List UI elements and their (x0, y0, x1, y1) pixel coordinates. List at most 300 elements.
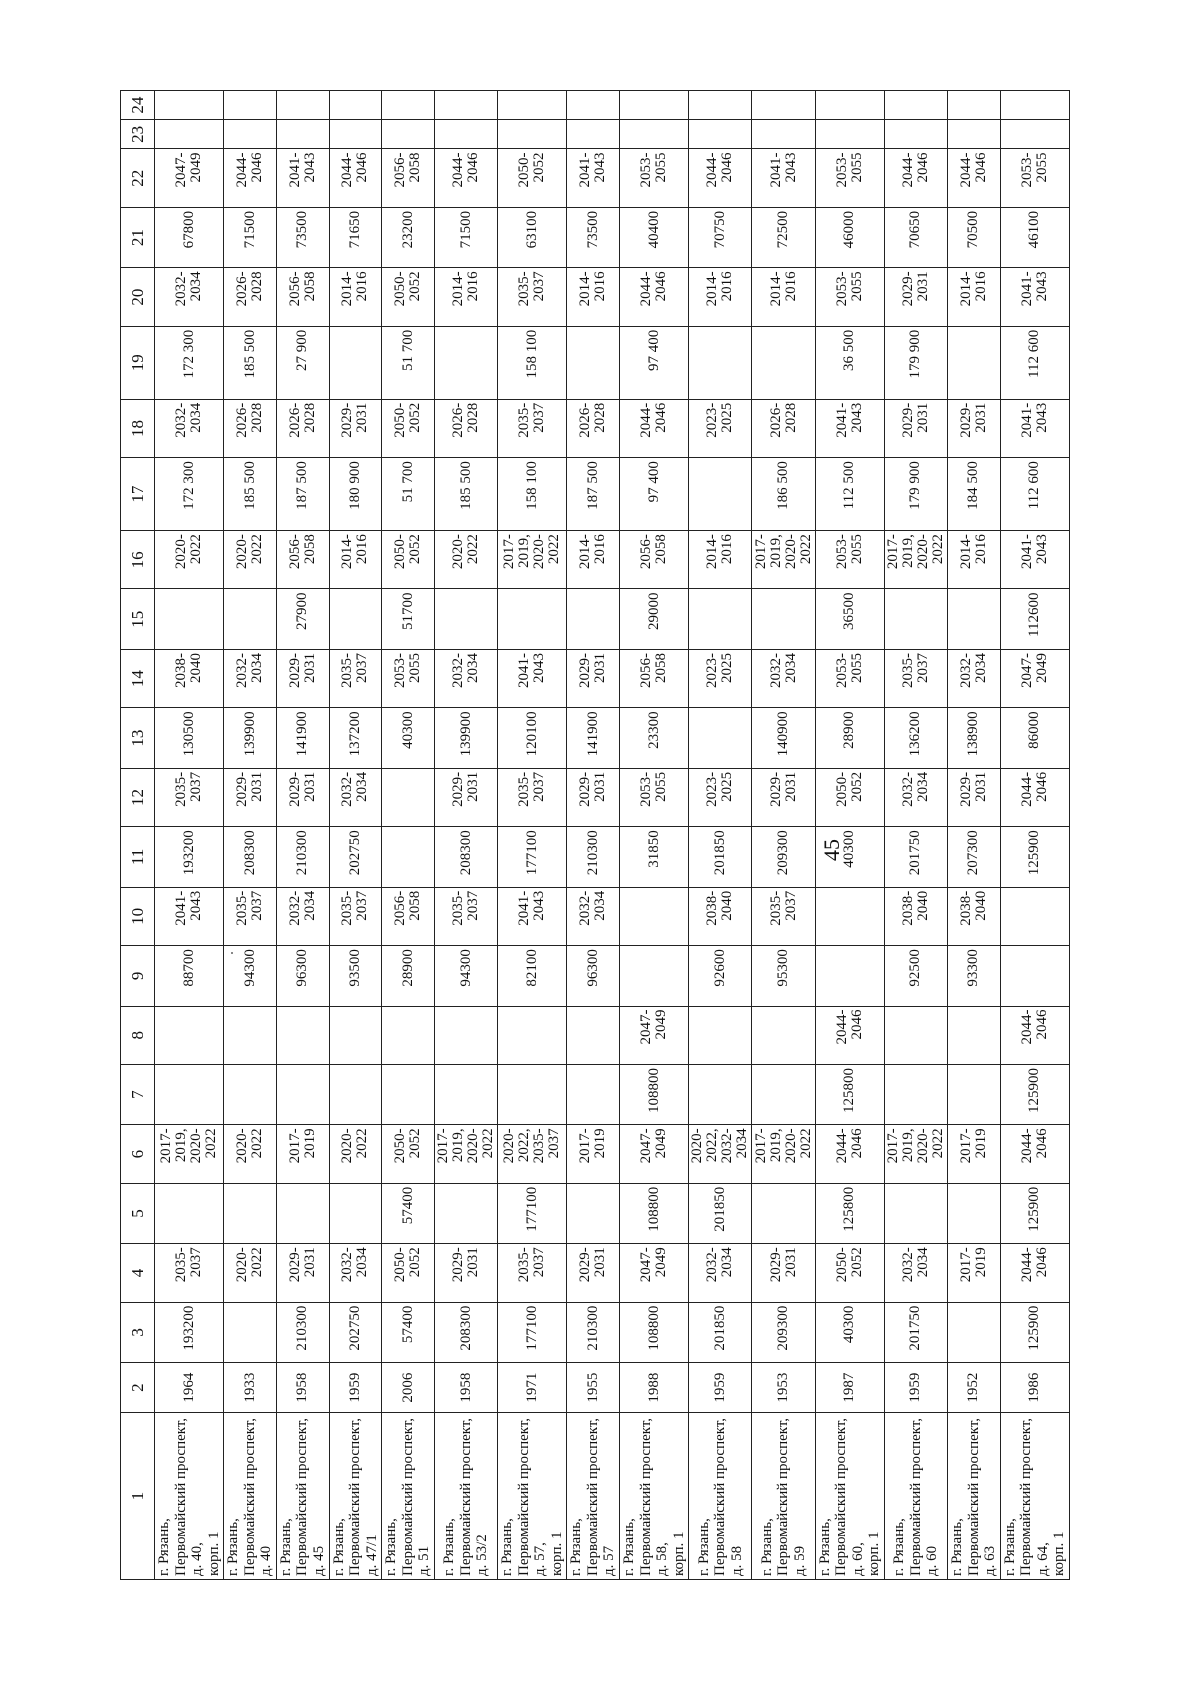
table-cell (567, 120, 620, 149)
table-cell (1000, 91, 1069, 120)
table-cell: 2014- 2016 (689, 268, 752, 326)
table-cell: 96300 (567, 946, 620, 1006)
table-cell: 2050- 2052 (498, 149, 567, 207)
table-cell (329, 91, 382, 120)
table-cell: 27900 (276, 589, 329, 649)
rotated-table-wrapper (120, 90, 1070, 1580)
table-cell: 1933 (224, 1363, 277, 1413)
table-cell: 2029- 2031 (884, 399, 947, 457)
table-cell: 108800 (620, 1302, 689, 1362)
table-cell: 2041- 2043 (815, 399, 884, 457)
table-cell (1000, 120, 1069, 149)
table-cell (276, 91, 329, 120)
table-cell: 2032- 2034 (689, 1244, 752, 1302)
header-cell: 12 (121, 768, 155, 826)
header-cell: 6 (121, 1125, 155, 1183)
table-cell: 210300 (276, 1302, 329, 1362)
table-cell: 2023- 2025 (689, 399, 752, 457)
table-cell: 2026- 2028 (224, 268, 277, 326)
table-cell: 27 900 (276, 326, 329, 399)
table-cell: 36 500 (815, 326, 884, 399)
table-cell (434, 1183, 497, 1243)
table-cell (329, 1064, 382, 1124)
table-cell (155, 91, 224, 120)
table-cell: 2023- 2025 (689, 768, 752, 826)
table-cell: 2056- 2058 (276, 531, 329, 589)
header-row (121, 91, 155, 1580)
table-cell: 1959 (689, 1363, 752, 1413)
table-cell: 2056- 2058 (620, 531, 689, 589)
table-cell: 2035- 2037 (155, 768, 224, 826)
table-cell: 2035- 2037 (329, 887, 382, 945)
table-cell: 2017- 2019 (276, 1125, 329, 1183)
table-cell (884, 1006, 947, 1064)
table-cell (689, 91, 752, 120)
table-body (121, 91, 1070, 1580)
table-cell: 92600 (689, 946, 752, 1006)
table-cell: 2044- 2046 (620, 399, 689, 457)
table-cell: 2050- 2052 (382, 268, 435, 326)
table-cell: 208300 (434, 1302, 497, 1362)
table-cell: 202750 (329, 827, 382, 887)
table-cell: 2041- 2043 (1000, 268, 1069, 326)
address-cell: г. Рязань, Первомайский проспект, д. 64, корп. 1 (1000, 1413, 1069, 1580)
table-cell: 2029- 2031 (567, 649, 620, 707)
table-cell: 70500 (948, 207, 1001, 267)
table-cell: 40300 (815, 1302, 884, 1362)
table-cell: 179 900 (884, 326, 947, 399)
table-row (382, 91, 435, 1580)
table-cell (434, 1064, 497, 1124)
table-cell: 2014- 2016 (689, 531, 752, 589)
table-cell: 2026- 2028 (434, 399, 497, 457)
table-cell: 193200 (155, 827, 224, 887)
table-cell: 93500 (329, 946, 382, 1006)
table-cell: 1955 (567, 1363, 620, 1413)
table-cell: 2053- 2055 (620, 149, 689, 207)
table-cell: 93300 (948, 946, 1001, 1006)
header-cell: 1 (121, 1413, 155, 1580)
table-cell (567, 1006, 620, 1064)
table-cell: 2053- 2055 (620, 768, 689, 826)
header-cell: 2 (121, 1363, 155, 1413)
table-cell: 2020- 2022, 2032- 2034 (689, 1125, 752, 1183)
table-cell: 172 300 (155, 458, 224, 531)
address-cell: г. Рязань, Первомайский проспект, д. 53/2 (434, 1413, 497, 1580)
table-cell: 2035- 2037 (434, 887, 497, 945)
table-cell (434, 1006, 497, 1064)
table-cell (155, 589, 224, 649)
table-cell: 71500 (224, 207, 277, 267)
table-cell: 2035- 2037 (884, 649, 947, 707)
table-cell: 40300 (815, 827, 884, 887)
table-cell: 2020- 2022 (434, 531, 497, 589)
table-cell (689, 120, 752, 149)
table-cell: 2047- 2049 (620, 1006, 689, 1064)
table-cell (752, 589, 815, 649)
table-cell: 2044- 2046 (948, 149, 1001, 207)
table-cell: 2029- 2031 (276, 768, 329, 826)
table-cell (948, 326, 1001, 399)
table-cell (567, 589, 620, 649)
table-cell (224, 1006, 277, 1064)
table-cell: 137200 (329, 708, 382, 768)
table-cell (329, 589, 382, 649)
page-number: 45 (819, 839, 844, 861)
table-cell: 2041- 2043 (155, 887, 224, 945)
table-cell: 2056- 2058 (382, 149, 435, 207)
table-cell: 208300 (224, 827, 277, 887)
table-cell: 2017- 2019, 2020- 2022 (498, 531, 567, 589)
table-cell: 209300 (752, 827, 815, 887)
table-cell: 46100 (1000, 207, 1069, 267)
table-cell: 2032- 2034 (884, 1244, 947, 1302)
table-cell: 125900 (1000, 827, 1069, 887)
table-cell (1000, 946, 1069, 1006)
table-cell: 2038- 2040 (948, 887, 1001, 945)
table-cell: 2038- 2040 (689, 887, 752, 945)
table-cell: 2050- 2052 (815, 1244, 884, 1302)
table-cell: 112 600 (1000, 326, 1069, 399)
table-cell: 2017- 2019 (948, 1125, 1001, 1183)
table-cell: 185 500 (224, 458, 277, 531)
table-cell: 2017- 2019, 2020- 2022 (752, 1125, 815, 1183)
table-cell (276, 1006, 329, 1064)
table-cell: 108800 (620, 1064, 689, 1124)
table-cell: 125900 (1000, 1302, 1069, 1362)
table-cell: 2017- 2019 (948, 1244, 1001, 1302)
header-cell: 20 (121, 268, 155, 326)
table-cell: 96300 (276, 946, 329, 1006)
table-row (276, 91, 329, 1580)
table-cell: 2032- 2034 (752, 649, 815, 707)
table-cell (224, 1302, 277, 1362)
table-cell: 2041- 2043 (567, 149, 620, 207)
table-cell (948, 1006, 1001, 1064)
table-cell: 2017- 2019, 2020- 2022 (884, 531, 947, 589)
table-cell (884, 91, 947, 120)
table-cell: 57400 (382, 1302, 435, 1362)
table-cell: 2053- 2055 (1000, 149, 1069, 207)
table-row (948, 91, 1001, 1580)
header-cell: 10 (121, 887, 155, 945)
table-cell: 73500 (276, 207, 329, 267)
table-cell: 2044- 2046 (329, 149, 382, 207)
table-cell: 63100 (498, 207, 567, 267)
table-cell: 1959 (329, 1363, 382, 1413)
table-cell: 184 500 (948, 458, 1001, 531)
table-cell (752, 91, 815, 120)
table-cell (752, 1006, 815, 1064)
table-cell (948, 91, 1001, 120)
table-cell (567, 326, 620, 399)
table-cell: 2029- 2031 (948, 399, 1001, 457)
table-cell: 2047- 2049 (155, 149, 224, 207)
table-cell (752, 1183, 815, 1243)
table-cell: 2014- 2016 (567, 531, 620, 589)
table-cell: 2032- 2034 (434, 649, 497, 707)
header-cell: 3 (121, 1302, 155, 1362)
table-cell: 2041- 2043 (498, 887, 567, 945)
table-cell: 2029- 2031 (567, 768, 620, 826)
table-cell (689, 708, 752, 768)
table-cell (689, 326, 752, 399)
header-cell: 8 (121, 1006, 155, 1064)
table-cell (276, 120, 329, 149)
table-cell (382, 1064, 435, 1124)
table-cell: 120100 (498, 708, 567, 768)
header-cell: 13 (121, 708, 155, 768)
table-cell (434, 91, 497, 120)
table-cell: 2050- 2052 (382, 1125, 435, 1183)
table-cell: 97 400 (620, 458, 689, 531)
table-cell: 177100 (498, 1183, 567, 1243)
table-cell: 31850 (620, 827, 689, 887)
table-cell: 40400 (620, 207, 689, 267)
table-cell (884, 1064, 947, 1124)
table-cell: 51 700 (382, 458, 435, 531)
address-cell: г. Рязань, Первомайский проспект, д. 51 (382, 1413, 435, 1580)
table-cell: 138900 (948, 708, 1001, 768)
table-cell: 2029- 2031 (434, 1244, 497, 1302)
table-cell: 139900 (434, 708, 497, 768)
table-cell: 92500 (884, 946, 947, 1006)
table-cell: 2029- 2031 (884, 268, 947, 326)
table-cell: 158 100 (498, 458, 567, 531)
table-cell: 28900 (815, 708, 884, 768)
table-cell (382, 91, 435, 120)
table-cell: 2044- 2046 (815, 1125, 884, 1183)
table-cell: 2029- 2031 (276, 1244, 329, 1302)
table-cell: 2032- 2034 (276, 887, 329, 945)
table-cell: 187 500 (567, 458, 620, 531)
table-cell: 2038- 2040 (884, 887, 947, 945)
table-cell: 2053- 2055 (815, 649, 884, 707)
table-cell (498, 589, 567, 649)
table-cell: 2020- 2022 (224, 531, 277, 589)
table-cell: 125800 (815, 1183, 884, 1243)
table-row (884, 91, 947, 1580)
table-cell: 2056- 2058 (382, 887, 435, 945)
table-cell: 139900 (224, 708, 277, 768)
table-cell: 1953 (752, 1363, 815, 1413)
table-cell: 202750 (329, 1302, 382, 1362)
table-cell: 2041- 2043 (1000, 399, 1069, 457)
table-cell: 2044- 2046 (815, 1006, 884, 1064)
table-cell (155, 1006, 224, 1064)
table-row (155, 91, 224, 1580)
table-cell: 2017- 2019, 2020- 2022 (155, 1125, 224, 1183)
table-cell: 2056- 2058 (276, 268, 329, 326)
table-cell: 125900 (1000, 1183, 1069, 1243)
table-cell: 193200 (155, 1302, 224, 1362)
table-row (815, 91, 884, 1580)
table-cell: 2020- 2022 (155, 531, 224, 589)
table-cell: 2006 (382, 1363, 435, 1413)
address-cell: г. Рязань, Первомайский проспект, д. 59 (752, 1413, 815, 1580)
table-cell (815, 887, 884, 945)
table-cell (948, 1064, 1001, 1124)
table-cell (329, 120, 382, 149)
table-cell: 2029- 2031 (224, 768, 277, 826)
table-cell: 2014- 2016 (567, 268, 620, 326)
table-cell: 125800 (815, 1064, 884, 1124)
table-cell (329, 326, 382, 399)
table-cell: 2017- 2019 (567, 1125, 620, 1183)
table-cell (498, 120, 567, 149)
table-cell: 2017- 2019, 2020- 2022 (752, 531, 815, 589)
table-cell: 2014- 2016 (329, 531, 382, 589)
table-cell (1000, 887, 1069, 945)
address-cell: г. Рязань, Первомайский проспект, д. 57 (567, 1413, 620, 1580)
table-cell (689, 1006, 752, 1064)
table-cell (567, 1183, 620, 1243)
table-cell: 94300 (434, 946, 497, 1006)
table-cell (752, 326, 815, 399)
table-row (329, 91, 382, 1580)
table-cell: 180 900 (329, 458, 382, 531)
table-cell: 94300 (224, 946, 277, 1006)
table-cell: 2035- 2037 (224, 887, 277, 945)
address-cell: г. Рязань, Первомайский проспект, д. 58 (689, 1413, 752, 1580)
table-cell: 2044- 2046 (1000, 1125, 1069, 1183)
table-cell: 2026- 2028 (752, 399, 815, 457)
table-row (567, 91, 620, 1580)
table-cell: 28900 (382, 946, 435, 1006)
table-cell: 186 500 (752, 458, 815, 531)
table-cell (155, 1183, 224, 1243)
table-cell: 2023- 2025 (689, 649, 752, 707)
table-cell: 1988 (620, 1363, 689, 1413)
table-cell: 177100 (498, 827, 567, 887)
header-cell: 17 (121, 458, 155, 531)
table-cell (382, 768, 435, 826)
table-cell: 185 500 (224, 326, 277, 399)
table-cell: 2053- 2055 (815, 268, 884, 326)
table-row (224, 91, 277, 1580)
table-cell: 141900 (567, 708, 620, 768)
table-cell (434, 589, 497, 649)
table-cell: 2029- 2031 (948, 768, 1001, 826)
header-cell: 4 (121, 1244, 155, 1302)
address-cell: г. Рязань, Первомайский проспект, д. 63 (948, 1413, 1001, 1580)
scan-speck (231, 952, 233, 954)
table-cell: 2044- 2046 (1000, 1244, 1069, 1302)
table-cell: 86000 (1000, 708, 1069, 768)
table-cell: 97 400 (620, 326, 689, 399)
table-cell: 2041- 2043 (498, 649, 567, 707)
table-cell: 2032- 2034 (155, 399, 224, 457)
table-cell: 210300 (567, 1302, 620, 1362)
table-cell: 2035- 2037 (498, 768, 567, 826)
table-cell (567, 1064, 620, 1124)
table-cell: 2035- 2037 (155, 1244, 224, 1302)
table-cell: 2020- 2022 (329, 1125, 382, 1183)
table-cell: 95300 (752, 946, 815, 1006)
table-cell: 2044- 2046 (884, 149, 947, 207)
table-cell: 201750 (884, 827, 947, 887)
table-cell (884, 120, 947, 149)
table-cell: 2044- 2046 (689, 149, 752, 207)
table-cell: 2032- 2034 (567, 887, 620, 945)
table-cell: 2050- 2052 (382, 1244, 435, 1302)
table-cell (620, 946, 689, 1006)
table-cell: 57400 (382, 1183, 435, 1243)
table-cell: 2029- 2031 (329, 399, 382, 457)
table-cell: 185 500 (434, 458, 497, 531)
table-cell: 1987 (815, 1363, 884, 1413)
header-cell: 22 (121, 149, 155, 207)
table-cell (434, 326, 497, 399)
table-cell: 2053- 2055 (815, 531, 884, 589)
table-cell: 2029- 2031 (567, 1244, 620, 1302)
table-cell: 1959 (884, 1363, 947, 1413)
address-cell: г. Рязань, Первомайский проспект, д. 47/1 (329, 1413, 382, 1580)
table-cell (498, 1006, 567, 1064)
table-cell: 2032- 2034 (884, 768, 947, 826)
table-cell: 136200 (884, 708, 947, 768)
table-cell: 2035- 2037 (498, 1244, 567, 1302)
table-row (434, 91, 497, 1580)
table-cell (382, 827, 435, 887)
table-cell: 2032- 2034 (155, 268, 224, 326)
table-cell: 2035- 2037 (498, 268, 567, 326)
table-cell: 209300 (752, 1302, 815, 1362)
table-cell: 2035- 2037 (329, 649, 382, 707)
table-cell: 207300 (948, 827, 1001, 887)
table-row (689, 91, 752, 1580)
table-cell: 130500 (155, 708, 224, 768)
table-cell (567, 91, 620, 120)
table-cell: 2029- 2031 (752, 1244, 815, 1302)
table-cell: 2017- 2019, 2020- 2022 (434, 1125, 497, 1183)
table-cell: 2032- 2034 (948, 649, 1001, 707)
table-cell: 208300 (434, 827, 497, 887)
table-cell: 51 700 (382, 326, 435, 399)
table-cell: 2044- 2046 (434, 149, 497, 207)
table-cell: 23300 (620, 708, 689, 768)
table-cell (689, 589, 752, 649)
table-cell: 172 300 (155, 326, 224, 399)
table-cell: 2041- 2043 (276, 149, 329, 207)
table-cell: 2053- 2055 (382, 649, 435, 707)
table-cell (498, 1064, 567, 1124)
table-cell: 2014- 2016 (329, 268, 382, 326)
address-cell: г. Рязань, Первомайский проспект, д. 58, корп. 1 (620, 1413, 689, 1580)
table-row (620, 91, 689, 1580)
address-cell: г. Рязань, Первомайский проспект, д. 60, корп. 1 (815, 1413, 884, 1580)
table-cell: 2047- 2049 (620, 1125, 689, 1183)
table-cell: 2020- 2022 (224, 1125, 277, 1183)
table-cell: 2056- 2058 (620, 649, 689, 707)
table-cell (224, 120, 277, 149)
table-cell: 2038- 2040 (155, 649, 224, 707)
address-cell: г. Рязань, Первомайский проспект, д. 40, корп. 1 (155, 1413, 224, 1580)
header-cell: 24 (121, 91, 155, 120)
table-cell: 2050- 2052 (382, 399, 435, 457)
table-cell: 1952 (948, 1363, 1001, 1413)
table-cell: 88700 (155, 946, 224, 1006)
table-cell: 73500 (567, 207, 620, 267)
header-cell: 23 (121, 120, 155, 149)
table-cell (224, 589, 277, 649)
table-cell: 201850 (689, 1183, 752, 1243)
table-cell: 1958 (276, 1363, 329, 1413)
table-cell (620, 887, 689, 945)
table-cell: 201850 (689, 1302, 752, 1362)
table-cell: 36500 (815, 589, 884, 649)
table-cell (276, 1183, 329, 1243)
